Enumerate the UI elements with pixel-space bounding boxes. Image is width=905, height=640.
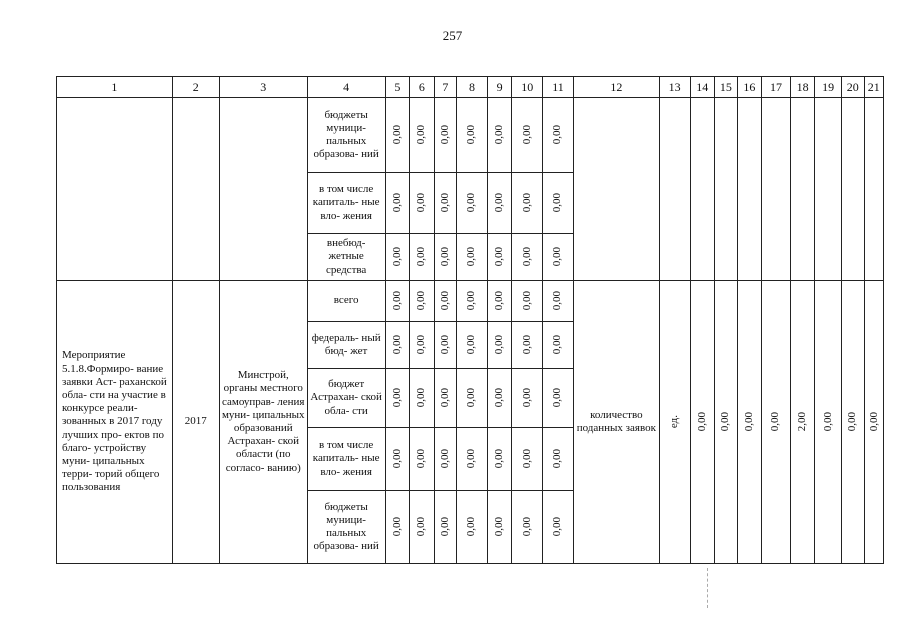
value-cell <box>457 322 488 369</box>
value-cell <box>385 322 410 369</box>
indicator-blank-cell <box>573 98 659 281</box>
value-text: 0,00 <box>438 247 451 267</box>
value-text: 0,00 <box>520 291 533 311</box>
value-text: 0,00 <box>493 388 506 408</box>
value-cell <box>543 491 574 564</box>
indicator-value-cell <box>864 281 884 564</box>
value-text: 0,00 <box>551 517 564 537</box>
value-text: 0,00 <box>520 335 533 355</box>
col-2-blank-cell <box>172 98 219 281</box>
value-cell <box>487 322 512 369</box>
value-cell <box>385 98 410 173</box>
value-text: 0,00 <box>493 193 506 213</box>
value-cell <box>434 322 457 369</box>
value-cell <box>512 98 543 173</box>
value-text: 0,00 <box>520 449 533 469</box>
indicator-blank-cell <box>790 98 815 281</box>
value-text: 0,00 <box>520 247 533 267</box>
value-text: 0,00 <box>438 449 451 469</box>
value-text: 0,00 <box>415 449 428 469</box>
value-text: 0,00 <box>551 335 564 355</box>
value-text: 0,00 <box>390 388 403 408</box>
value-cell <box>457 234 488 281</box>
value-text: 0,00 <box>551 125 564 145</box>
value-cell <box>457 369 488 428</box>
value-text: 0,00 <box>415 291 428 311</box>
value-cell <box>512 173 543 234</box>
funding-source-cell: в том числе капиталь- ные вло- жения <box>307 173 385 234</box>
value-text: 0,00 <box>551 388 564 408</box>
column-header: 20 <box>841 77 864 98</box>
value-text: 0,00 <box>520 125 533 145</box>
column-header: 14 <box>690 77 715 98</box>
funding-source-cell: всего <box>307 281 385 322</box>
value-cell <box>543 173 574 234</box>
value-cell <box>512 369 543 428</box>
value-cell <box>434 491 457 564</box>
header-row <box>57 77 884 98</box>
funding-source-cell: федераль- ный бюд- жет <box>307 322 385 369</box>
table-row <box>57 281 884 322</box>
value-cell <box>457 491 488 564</box>
value-cell <box>487 173 512 234</box>
indicator-blank-cell <box>841 98 864 281</box>
col-3-blank-cell <box>219 98 307 281</box>
indicator-value-cell <box>841 281 864 564</box>
indicator-blank-cell <box>815 98 842 281</box>
value-cell <box>457 173 488 234</box>
indicator-value-cell <box>790 281 815 564</box>
value-text: 0,00 <box>438 517 451 537</box>
column-header: 2 <box>172 77 219 98</box>
value-cell <box>512 281 543 322</box>
value-cell <box>457 281 488 322</box>
indicator-value-text: 0,00 <box>719 412 732 432</box>
value-cell <box>487 428 512 491</box>
column-header: 16 <box>737 77 762 98</box>
value-cell <box>487 281 512 322</box>
program-table <box>56 76 884 564</box>
value-text: 0,00 <box>390 449 403 469</box>
value-text: 0,00 <box>438 193 451 213</box>
indicator-value-cell <box>690 281 715 564</box>
column-header: 11 <box>543 77 574 98</box>
indicator-value-cell <box>737 281 762 564</box>
value-cell <box>457 428 488 491</box>
table-body <box>57 98 884 564</box>
value-text: 0,00 <box>493 517 506 537</box>
value-cell <box>512 234 543 281</box>
value-cell <box>410 322 435 369</box>
value-cell <box>410 234 435 281</box>
value-cell <box>410 98 435 173</box>
value-cell <box>385 369 410 428</box>
value-text: 0,00 <box>390 291 403 311</box>
value-text: 0,00 <box>493 449 506 469</box>
column-header: 6 <box>410 77 435 98</box>
indicator-blank-cell <box>659 98 690 281</box>
value-text: 0,00 <box>438 125 451 145</box>
value-cell <box>434 173 457 234</box>
value-text: 0,00 <box>465 449 478 469</box>
value-text: 0,00 <box>438 291 451 311</box>
value-text: 0,00 <box>493 247 506 267</box>
funding-source-cell: внебюд- жетные средства <box>307 234 385 281</box>
value-cell <box>512 491 543 564</box>
value-cell <box>385 173 410 234</box>
value-text: 0,00 <box>415 247 428 267</box>
column-header: 18 <box>790 77 815 98</box>
indicator-blank-cell <box>864 98 884 281</box>
value-cell <box>487 369 512 428</box>
table-row <box>57 98 884 173</box>
column-header: 4 <box>307 77 385 98</box>
value-text: 0,00 <box>520 193 533 213</box>
page-number: 257 <box>442 28 463 43</box>
funding-source-cell: бюджет Астрахан- ской обла- сти <box>307 369 385 428</box>
value-cell <box>434 281 457 322</box>
value-text: 0,00 <box>465 388 478 408</box>
column-header: 3 <box>219 77 307 98</box>
funding-source-cell: бюджеты муници- пальных образова- ний <box>307 491 385 564</box>
value-text: 0,00 <box>520 388 533 408</box>
indicator-blank-cell <box>690 98 715 281</box>
year-cell: 2017 <box>172 281 219 564</box>
executor-cell: Минстрой, органы местного самоуправ- ления муни- ципальных образований Астрахан- ской области (по согласо- ванию) <box>219 281 307 564</box>
indicator-value-text: 0,00 <box>769 412 782 432</box>
value-text: 0,00 <box>415 193 428 213</box>
column-header: 19 <box>815 77 842 98</box>
value-text: 0,00 <box>465 193 478 213</box>
unit-text: ед. <box>668 415 681 429</box>
column-header: 5 <box>385 77 410 98</box>
value-text: 0,00 <box>390 517 403 537</box>
value-cell <box>434 234 457 281</box>
value-text: 0,00 <box>390 247 403 267</box>
value-cell <box>457 98 488 173</box>
column-header: 17 <box>762 77 791 98</box>
value-text: 0,00 <box>493 291 506 311</box>
value-cell <box>543 369 574 428</box>
indicator-blank-cell <box>762 98 791 281</box>
column-header: 7 <box>434 77 457 98</box>
value-cell <box>543 234 574 281</box>
value-text: 0,00 <box>465 247 478 267</box>
column-header: 21 <box>864 77 884 98</box>
value-text: 0,00 <box>415 388 428 408</box>
column-header: 12 <box>573 77 659 98</box>
indicator-value-cell <box>762 281 791 564</box>
value-text: 0,00 <box>551 449 564 469</box>
indicator-value-cell <box>815 281 842 564</box>
value-cell <box>543 428 574 491</box>
value-text: 0,00 <box>438 335 451 355</box>
value-cell <box>543 98 574 173</box>
value-cell <box>385 428 410 491</box>
value-text: 0,00 <box>493 335 506 355</box>
value-text: 0,00 <box>438 388 451 408</box>
value-cell <box>512 428 543 491</box>
indicator-blank-cell <box>715 98 738 281</box>
value-text: 0,00 <box>465 291 478 311</box>
value-cell <box>543 281 574 322</box>
col-1-blank-cell <box>57 98 173 281</box>
value-cell <box>410 281 435 322</box>
value-cell <box>410 173 435 234</box>
funding-source-cell: в том числе капиталь- ные вло- жения <box>307 428 385 491</box>
value-text: 0,00 <box>390 193 403 213</box>
value-cell <box>434 369 457 428</box>
value-text: 0,00 <box>465 335 478 355</box>
value-cell <box>410 428 435 491</box>
value-text: 0,00 <box>520 517 533 537</box>
value-cell <box>434 98 457 173</box>
value-cell <box>434 428 457 491</box>
measure-name-cell: Мероприятие 5.1.8.Формиро- вание заявки Аст- раханской обла- сти на участие в конкурсе реали- зованных в 2017 году лучших про- ектов по благо- устройству муни- ципальных терри- торий общего пользования <box>57 281 173 564</box>
unit-cell <box>659 281 690 564</box>
value-text: 0,00 <box>551 247 564 267</box>
value-cell <box>543 322 574 369</box>
funding-source-cell: бюджеты муници- пальных образова- ний <box>307 98 385 173</box>
value-cell <box>385 234 410 281</box>
indicator-value-text: 0,00 <box>695 412 708 432</box>
value-text: 0,00 <box>415 517 428 537</box>
value-text: 0,00 <box>390 125 403 145</box>
value-cell <box>410 491 435 564</box>
value-cell <box>487 234 512 281</box>
column-header: 15 <box>715 77 738 98</box>
value-cell <box>385 281 410 322</box>
value-text: 0,00 <box>415 335 428 355</box>
indicator-name-cell: количество поданных заявок <box>573 281 659 564</box>
indicator-value-text: 0,00 <box>821 412 834 432</box>
value-cell <box>410 369 435 428</box>
value-text: 0,00 <box>465 125 478 145</box>
value-text: 0,00 <box>551 193 564 213</box>
value-text: 0,00 <box>551 291 564 311</box>
indicator-value-text: 0,00 <box>742 412 755 432</box>
column-header: 8 <box>457 77 488 98</box>
column-header: 9 <box>487 77 512 98</box>
column-header: 13 <box>659 77 690 98</box>
value-cell <box>487 491 512 564</box>
value-text: 0,00 <box>493 125 506 145</box>
indicator-value-text: 0,00 <box>846 412 859 432</box>
value-cell <box>512 322 543 369</box>
value-text: 0,00 <box>465 517 478 537</box>
value-text: 0,00 <box>390 335 403 355</box>
column-header: 1 <box>57 77 173 98</box>
value-cell <box>385 491 410 564</box>
value-text: 0,00 <box>415 125 428 145</box>
fold-line <box>707 568 709 608</box>
indicator-blank-cell <box>737 98 762 281</box>
value-cell <box>487 98 512 173</box>
indicator-value-text: 2,00 <box>796 412 808 432</box>
indicator-value-text: 0,00 <box>867 412 880 432</box>
indicator-value-cell <box>715 281 738 564</box>
column-header: 10 <box>512 77 543 98</box>
